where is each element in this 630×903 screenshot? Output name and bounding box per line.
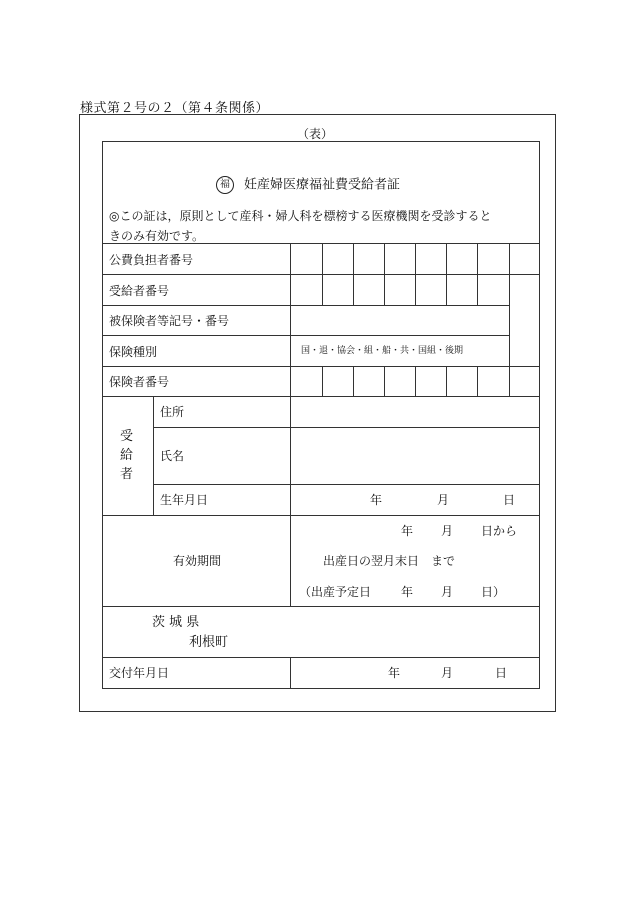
name-label: 氏名 xyxy=(160,449,185,463)
expected-delivery-day: 日） xyxy=(481,585,506,599)
public-payer-number-label: 公費負担者番号 xyxy=(109,253,194,267)
certificate-title xyxy=(216,176,400,194)
validity-start-month: 月 xyxy=(441,524,454,538)
rule xyxy=(103,657,539,658)
issuer-town: 利根町 xyxy=(189,635,229,650)
digit-divider xyxy=(415,366,416,396)
digit-divider xyxy=(384,243,385,274)
validity-start-year: 年 xyxy=(401,524,414,538)
insurance-type-options: 国・退・協会・組・船・共・国組・後期 xyxy=(301,346,464,356)
rule xyxy=(103,515,539,516)
digit-divider xyxy=(509,366,510,396)
expected-delivery-open: （出産予定日 xyxy=(299,585,372,599)
rule xyxy=(153,427,539,428)
birthdate-label: 生年月日 xyxy=(160,493,209,507)
digit-divider xyxy=(322,366,323,396)
rule xyxy=(290,515,291,606)
rule xyxy=(103,396,539,397)
digit-divider xyxy=(477,366,478,396)
rule xyxy=(103,243,539,244)
digit-divider xyxy=(415,243,416,274)
digit-divider xyxy=(353,243,354,274)
rule xyxy=(103,305,509,306)
issue-day-unit: 日 xyxy=(495,666,508,680)
insurer-number-label: 保険者番号 xyxy=(109,375,170,389)
digit-divider xyxy=(415,274,416,305)
issue-date-label: 交付年月日 xyxy=(109,666,170,680)
digit-divider xyxy=(322,243,323,274)
digit-divider xyxy=(446,366,447,396)
rule xyxy=(103,274,539,275)
validity-label: 有効期間 xyxy=(173,554,222,568)
address-label: 住所 xyxy=(160,405,185,419)
recipient-number-label: 受給者番号 xyxy=(109,284,170,298)
notice-line-1: ◎この証は，原則として産科・婦人科を標榜する医療機関を受診すると xyxy=(109,209,492,223)
expected-delivery-year: 年 xyxy=(401,585,414,599)
validity-start-day: 日から xyxy=(481,524,518,538)
welfare-seal-icon: 福 xyxy=(216,176,234,194)
digit-divider xyxy=(477,243,478,274)
birth-day-unit: 日 xyxy=(503,493,516,507)
issue-month-unit: 月 xyxy=(441,666,454,680)
validity-end-text: 出産日の翌月末日 まで xyxy=(323,554,456,568)
certificate-title-text: 妊産婦医療福祉費受給者証 xyxy=(244,177,401,193)
digit-divider xyxy=(446,243,447,274)
rule xyxy=(103,606,539,607)
digit-divider xyxy=(353,366,354,396)
insurance-type-label: 保険種別 xyxy=(109,345,158,359)
issuer-prefecture: 茨 城 県 xyxy=(152,615,200,630)
recipient-group-char-2: 給 xyxy=(120,448,134,463)
digit-divider xyxy=(384,274,385,305)
recipient-group-char-3: 者 xyxy=(120,467,134,482)
rule xyxy=(103,366,539,367)
rule xyxy=(153,484,539,485)
issue-year-unit: 年 xyxy=(388,666,401,680)
digit-divider xyxy=(322,274,323,305)
rule xyxy=(103,335,509,336)
birth-year-unit: 年 xyxy=(370,493,383,507)
birth-month-unit: 月 xyxy=(437,493,450,507)
card-side-label: （表） xyxy=(296,127,333,141)
digit-divider xyxy=(446,274,447,305)
rule xyxy=(290,657,291,688)
digit-divider xyxy=(477,274,478,305)
digit-divider xyxy=(384,366,385,396)
certificate-card xyxy=(102,141,540,689)
digit-divider xyxy=(353,274,354,305)
rule xyxy=(153,396,154,515)
recipient-group-char-1: 受 xyxy=(120,429,134,444)
rule xyxy=(290,243,291,515)
insured-symbol-number-label: 被保険者等記号・番号 xyxy=(109,314,230,328)
expected-delivery-month: 月 xyxy=(441,585,454,599)
form-number-header: 様式第２号の２（第４条関係） xyxy=(80,101,270,116)
notice-line-2: きのみ有効です。 xyxy=(109,229,205,243)
